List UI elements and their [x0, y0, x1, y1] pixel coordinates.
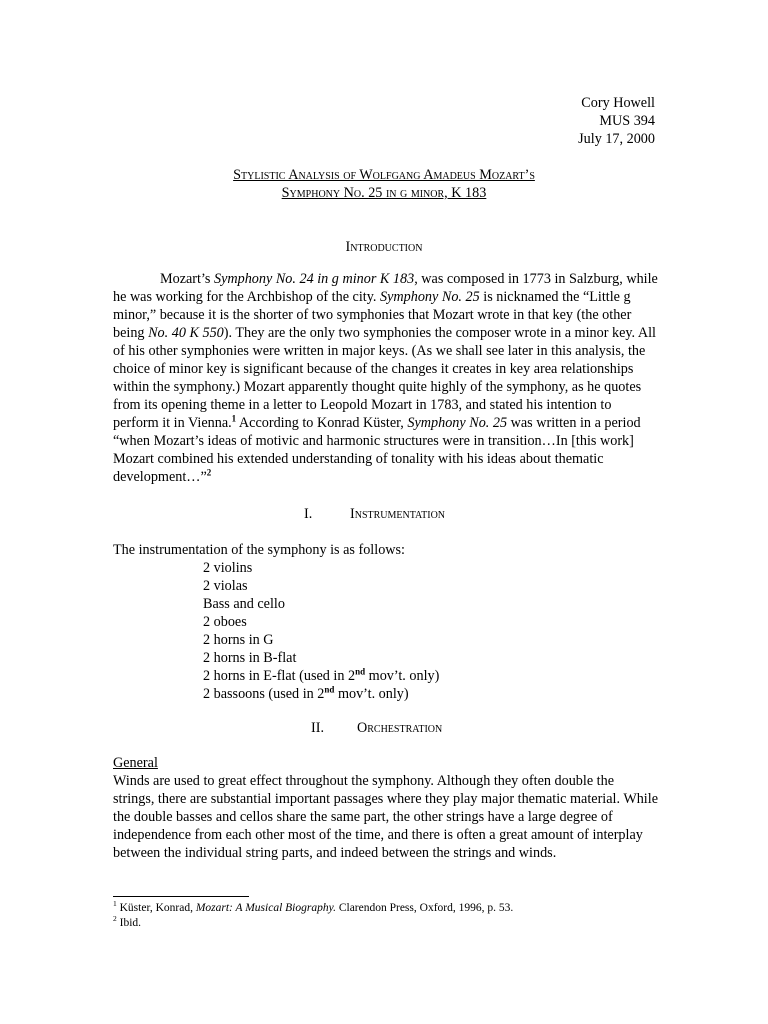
list-item: Bass and cello [203, 596, 285, 612]
intro-text-g: ). They are the only two symphonies the composer wrote in a minor key. All of his other symphonies were written in major keys. (As we shall see later in this analysis, the choice of minor key is significant because of the changes it creates in key area relationships within the symphony.) Mozart apparently thought quite highly of the symphony, as he quotes from its opening theme in a letter to Leopold Mozart in 1783, and stated his intention to perform it in Vienna. [113, 325, 656, 431]
section-1-heading: Instrumentation [350, 506, 446, 522]
intro-work-title-2: Symphony No. 25 [380, 289, 480, 305]
general-subheading: General [113, 755, 158, 771]
section-1-numeral: I. [304, 506, 313, 522]
footnote-1: $^1$ Küster, Konrad, Mozart: A Musical Biography. Clarendon Press, Oxford, 1996, p. 53. [113, 899, 514, 914]
intro-text-c: , was composed in 1773 in Salzburg, while he was working for the Archbishop of the city. [113, 271, 658, 305]
section-2-numeral: II. [311, 720, 324, 736]
author-name: Cory Howell [581, 95, 655, 111]
intro-work-title-3: No. 40 K 550 [148, 325, 224, 341]
title-line-2: Symphony No. 25 in g minor, K 183 [281, 185, 487, 201]
intro-text-a: Mozart’s [160, 271, 214, 287]
orchestration-paragraph: Winds are used to great effect throughout the symphony. Although they often double the strings, there are substantial important passages where they play major thematic material. While the double basses and cellos share the same part, the other strings have a large degree of independence from each other most of the time, and there is often a great amount of interplay between the individual string parts, and indeed between the strings and winds. [113, 773, 658, 861]
intro-text-h: According to Konrad Küster, [236, 415, 408, 431]
intro-text-e: is nicknamed the “Little g minor,” because it is the shorter of two symphonies that Mozart wrote in that key (the other being [113, 289, 632, 341]
introduction-paragraph [113, 270, 658, 486]
document-date: July 17, 2000 [578, 131, 655, 147]
list-item: 2 violins [203, 560, 253, 576]
list-item: 2 oboes [203, 614, 247, 630]
intro-text-j: was written in a period “when Mozart’s ideas of motivic and harmonic structures were in transition…In [this work] Mozart combined his extended understanding of tonality with his ideas about thematic development…” [113, 415, 641, 485]
author-block [578, 94, 655, 148]
title-line-1: Stylistic Analysis of Wolfgang Amadeus Mozart’s [233, 167, 535, 183]
intro-work-title-4: Symphony No. 25 [407, 415, 508, 431]
footnote-ref-1[interactable]: 1 [231, 413, 237, 424]
introduction-heading: Introduction [345, 239, 423, 255]
list-item: 2 horns in G [203, 632, 274, 648]
section-2-heading: Orchestration [357, 720, 443, 736]
list-item: 2 bassoons (used in 2nd mov’t. only) [203, 684, 409, 702]
list-item: 2 violas [203, 578, 248, 594]
footnote-ref-2[interactable]: 2 [206, 467, 212, 478]
footnote-separator [113, 896, 249, 897]
instrument-list [203, 559, 439, 703]
course-code: MUS 394 [599, 113, 655, 129]
footnote-2: $^2$ Ibid. [113, 914, 142, 929]
instrumentation-intro: The instrumentation of the symphony is as follows: [113, 542, 405, 558]
list-item: 2 horns in B-flat [203, 650, 297, 666]
intro-work-title-1: Symphony No. 24 in g minor K 183 [213, 271, 415, 287]
list-item: 2 horns in E-flat (used in 2nd mov’t. only) [203, 666, 440, 684]
